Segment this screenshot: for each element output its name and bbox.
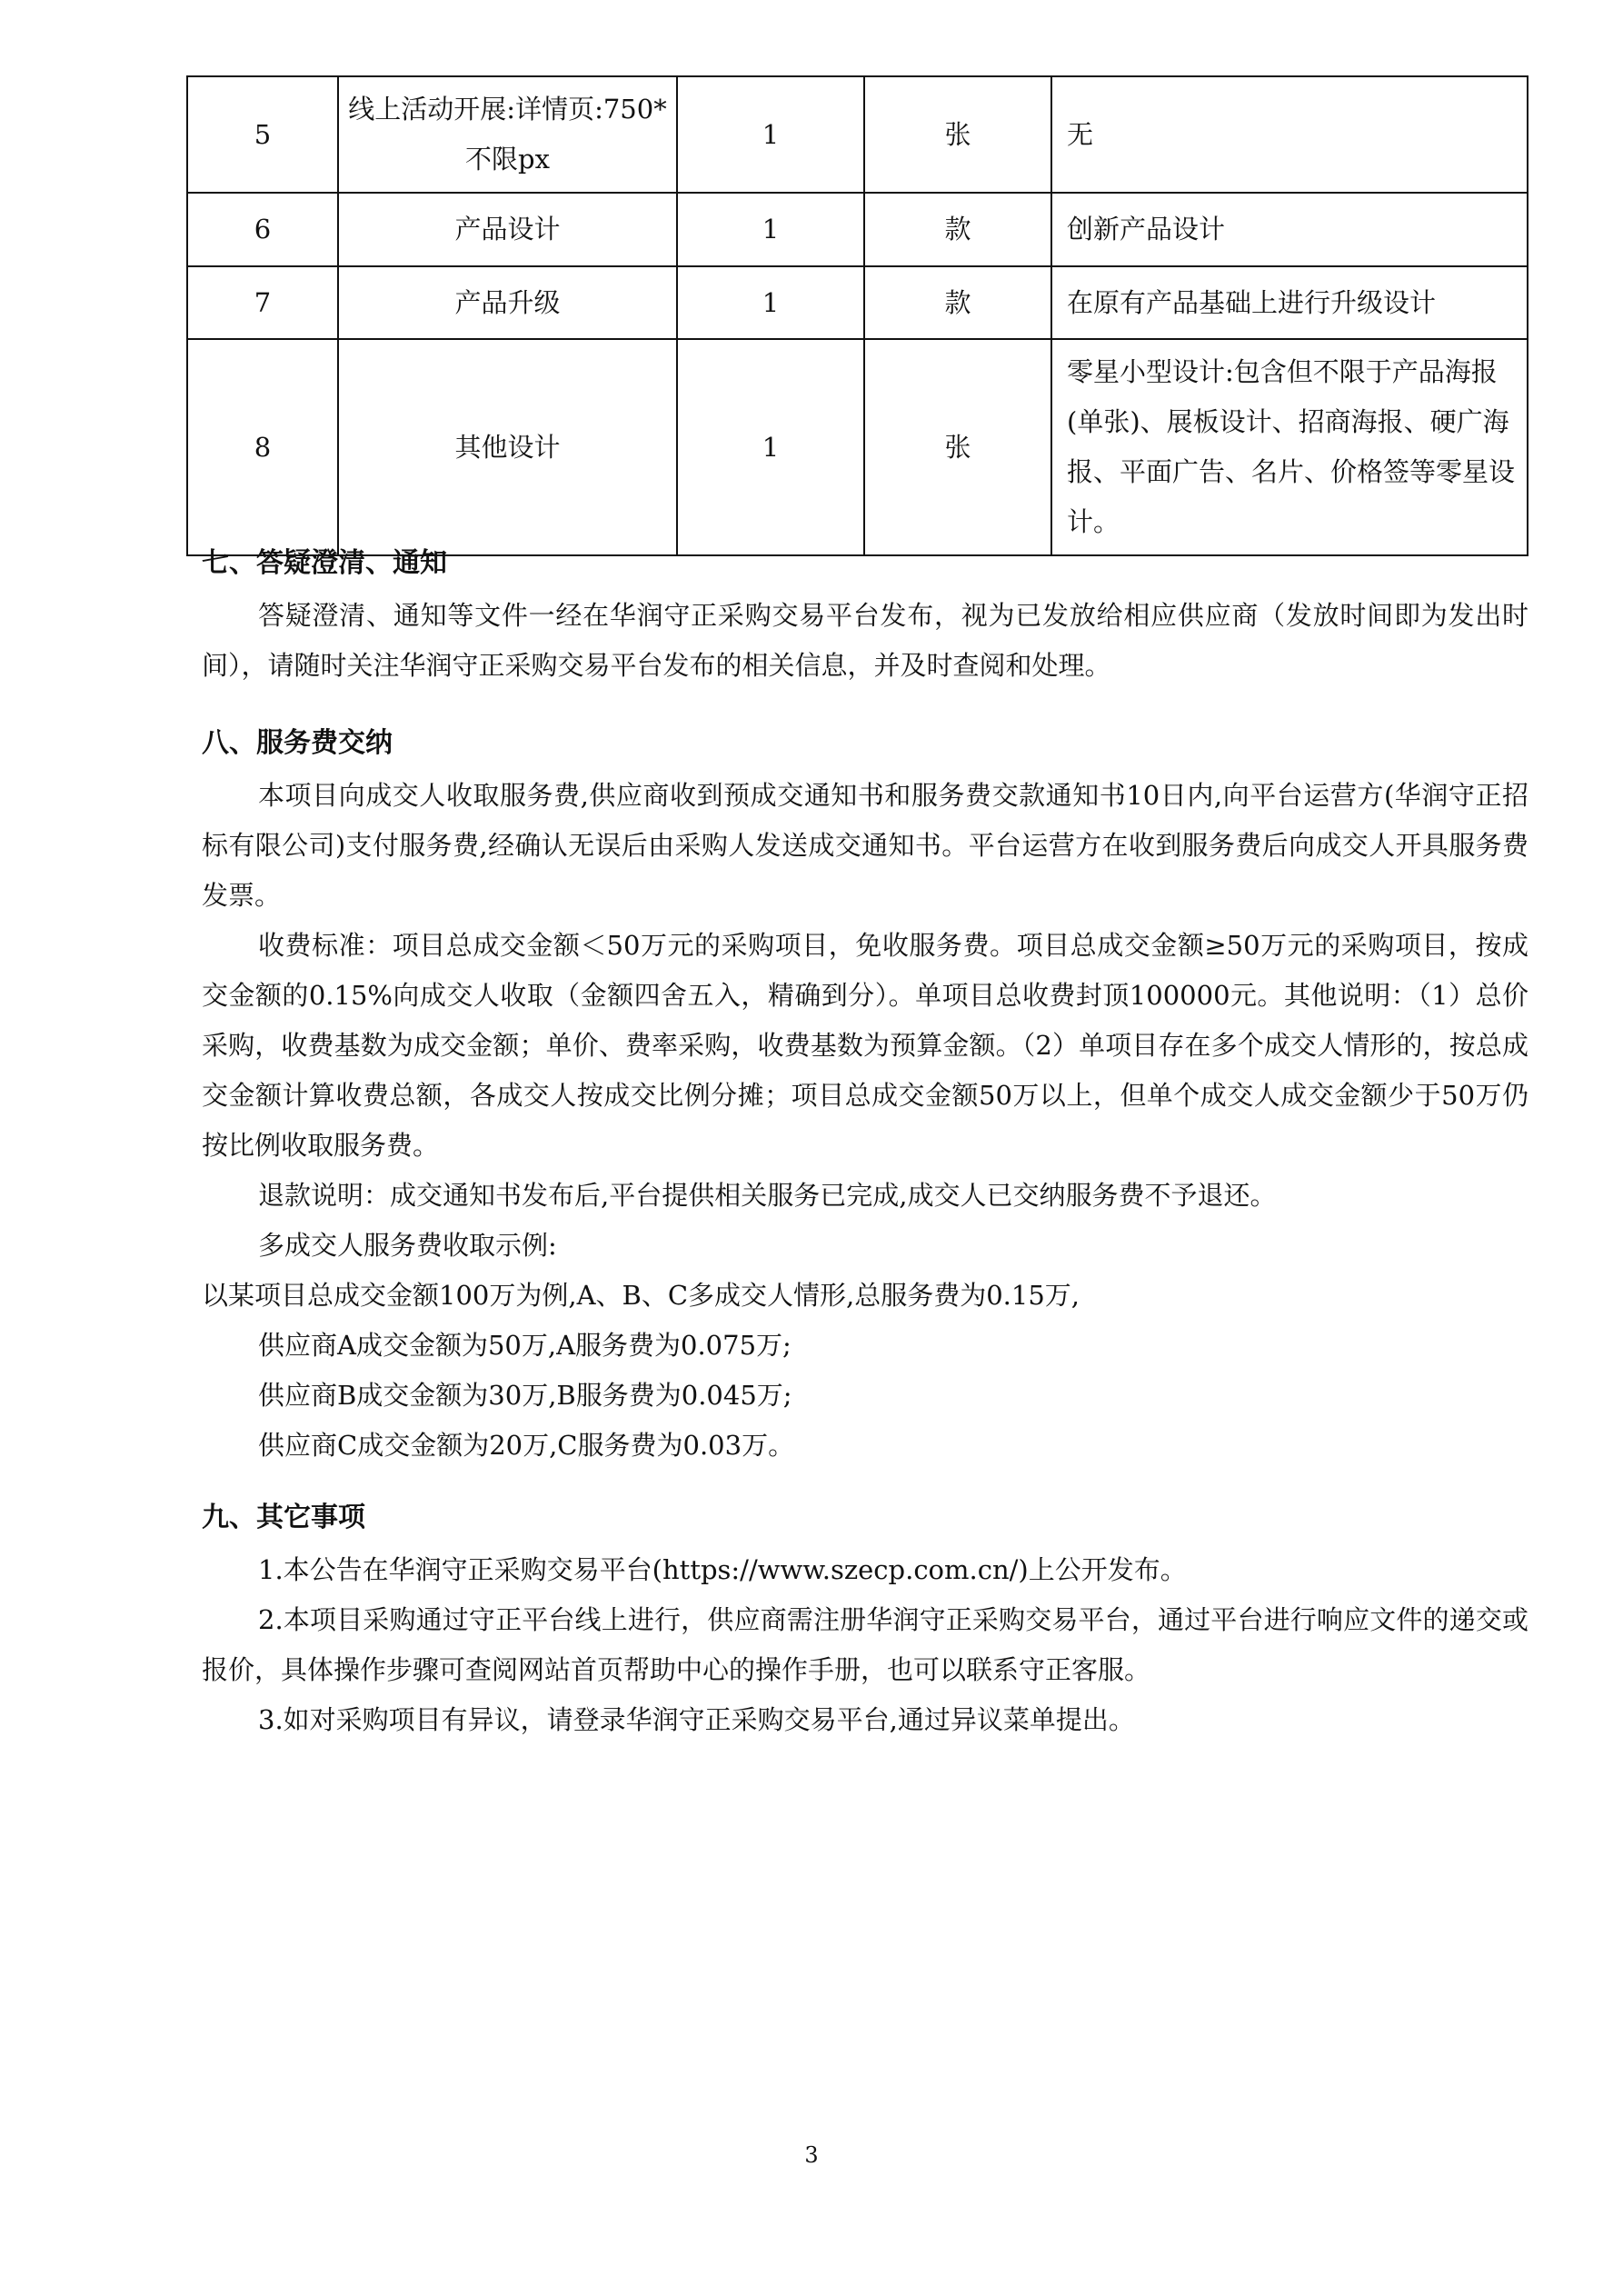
section-heading: 九、其它事项	[202, 1502, 365, 1533]
paragraph: 供应商B成交金额为30万,B服务费为0.045万;	[258, 1380, 792, 1411]
cell-name: 线上活动开展:详情页:750*不限px	[338, 76, 677, 193]
cell-qty: 1	[677, 266, 864, 339]
page-number: 3	[804, 2142, 819, 2168]
paragraph: 3.如对采购项目有异议，请登录华润守正采购交易平台,通过异议菜单提出。	[258, 1704, 1135, 1735]
section-clarification	[202, 536, 1528, 691]
cell-remark: 零星小型设计:包含但不限于产品海报(单张)、展板设计、招商海报、硬广海报、平面广告、名片、价格签等零星设计。	[1051, 339, 1528, 555]
paragraph: 本项目向成交人收取服务费,供应商收到预成交通知书和服务费交款通知书10日内,向平台运营方(华润守正招标有限公司)支付服务费,经确认无误后由采购人发送成交通知书。平台运营方在收到服务费后向成交人开具服务费发票。	[202, 780, 1528, 911]
cell-name: 其他设计	[338, 339, 677, 555]
cell-name: 产品升级	[338, 266, 677, 339]
paragraph: 退款说明：成交通知书发布后,平台提供相关服务已完成,成交人已交纳服务费不予退还。	[258, 1180, 1277, 1211]
cell-qty: 1	[677, 193, 864, 266]
table-row	[187, 76, 1528, 193]
section-service-fee	[202, 716, 1528, 1471]
cell-unit: 款	[864, 193, 1051, 266]
section-heading: 七、答疑澄清、通知	[202, 547, 447, 579]
cell-no: 5	[187, 76, 338, 193]
cell-no: 7	[187, 266, 338, 339]
cell-unit: 张	[864, 339, 1051, 555]
table-row	[187, 339, 1528, 555]
section-heading: 八、服务费交纳	[202, 727, 393, 759]
paragraph: 收费标准：项目总成交金额＜50万元的采购项目，免收服务费。项目总成交金额≥50万元的采购项目，按成交金额的0.15%向成交人收取（金额四舍五入，精确到分）。单项目总收费封顶100000元。其他说明：（1）总价采购，收费基数为成交金额；单价、费率采购，收费基数为预算金额。（2）单项目存在多个成交人情形的，按总成交金额计算收费总额，各成交人按成交比例分摊；项目总成交金额50万以上，但单个成交人成交金额少于50万仍按比例收取服务费。	[202, 930, 1528, 1161]
cell-remark: 在原有产品基础上进行升级设计	[1051, 266, 1528, 339]
cell-no: 6	[187, 193, 338, 266]
cell-remark: 创新产品设计	[1051, 193, 1528, 266]
paragraph: 1.本公告在华润守正采购交易平台(https://www.szecp.com.cn/)上公开发布。	[258, 1554, 1187, 1585]
paragraph: 答疑澄清、通知等文件一经在华润守正采购交易平台发布，视为已发放给相应供应商（发放时间即为发出时间），请随时关注华润守正采购交易平台发布的相关信息，并及时查阅和处理。	[202, 600, 1528, 681]
paragraph: 多成交人服务费收取示例:	[258, 1230, 557, 1261]
cell-remark: 无	[1051, 76, 1528, 193]
paragraph: 供应商A成交金额为50万,A服务费为0.075万;	[258, 1330, 792, 1361]
cell-unit: 款	[864, 266, 1051, 339]
cell-unit: 张	[864, 76, 1051, 193]
table-row	[187, 266, 1528, 339]
paragraph: 供应商C成交金额为20万,C服务费为0.03万。	[258, 1430, 795, 1461]
procurement-items-table	[186, 75, 1528, 556]
paragraph: 以某项目总成交金额100万为例,A、B、C多成交人情形,总服务费为0.15万,	[202, 1280, 1080, 1311]
cell-name: 产品设计	[338, 193, 677, 266]
table-row	[187, 193, 1528, 266]
paragraph: 2.本项目采购通过守正平台线上进行，供应商需注册华润守正采购交易平台，通过平台进行响应文件的递交或报价，具体操作步骤可查阅网站首页帮助中心的操作手册，也可以联系守正客服。	[202, 1604, 1528, 1685]
cell-qty: 1	[677, 339, 864, 555]
cell-qty: 1	[677, 76, 864, 193]
section-other-matters	[202, 1491, 1528, 1745]
cell-no: 8	[187, 339, 338, 555]
